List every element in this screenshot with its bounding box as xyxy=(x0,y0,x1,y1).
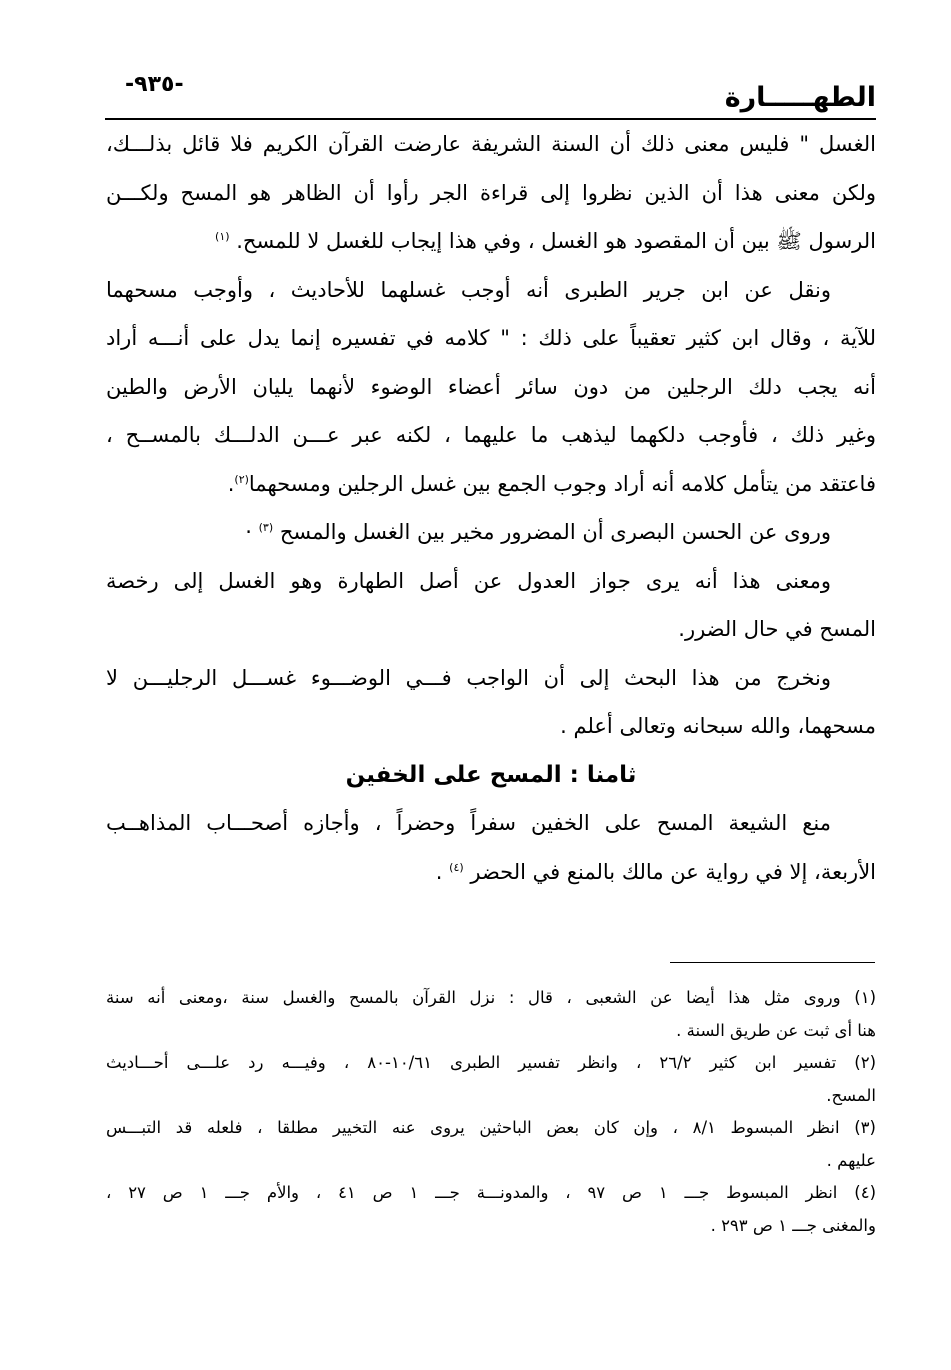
footnote-marker-3: (٣) xyxy=(258,521,274,534)
footnote-line: والمغنى جـــ ١ ص ٢٩٣ . xyxy=(710,1215,876,1235)
text-line-content: الأربعة، إلا في رواية عن مالك بالمنع في الحضر xyxy=(470,859,876,884)
footnote-line: (١) وروى مثل هذا أيضا عن الشعبى ، قال : نزل القرآن بالمسح والغسل سنة ،ومعنى أنه سنة xyxy=(106,988,876,1007)
section-title: الطهـــــارة xyxy=(724,82,876,113)
text-line: المسح في حال الضرر. xyxy=(678,617,876,641)
sentence-end: . xyxy=(227,471,235,496)
page-header xyxy=(105,68,876,118)
footnote-line: المسح. xyxy=(826,1085,876,1105)
footnote-line: عليهم . xyxy=(826,1150,876,1170)
text-line xyxy=(106,217,876,266)
text-line: الغسل " فليس معنى ذلك أن السنة الشريفة عارضت القرآن الكريم فلا قائل بذلـــك، xyxy=(106,132,876,156)
footnote-marker-2: (٢) xyxy=(234,472,249,486)
footnotes xyxy=(106,982,876,1242)
footnote-marker-4: (٤) xyxy=(449,860,464,874)
text-line: ومعنى هذا أنه يرى جواز العدول عن أصل الطهارة وهو الغسل إلى رخصة xyxy=(106,568,831,593)
sentence-end: . xyxy=(435,859,443,884)
text-line: مسحهما، والله سبحانه وتعالى أعلم . xyxy=(560,714,876,738)
sentence-end: · xyxy=(245,520,252,544)
text-line: منع الشيعة المسح على الخفين سفراً وحضراً ، وأجازه أصحـــاب المذاهــب xyxy=(106,811,831,835)
text-line xyxy=(106,460,876,509)
text-line: ونخرج من هذا البحث إلى أن الواجب فـــي الوضـــوء غســـل الرجليـــن لا xyxy=(106,665,831,690)
main-text xyxy=(106,120,876,896)
subsection-heading: ثامنا : المسح على الخفين xyxy=(345,761,637,788)
footnote-line: (٤) انظر المبسوط جـــ ١ ص ٩٧ ، والمدونـــة جـــ ١ ص ٤١ ، والأم جـــ ١ ص ٢٧ ، xyxy=(106,1183,876,1202)
text-line-content: الرسول ﷺ بين أن المقصود هو الغسل ، وفي هذا إيجاب للغسل لا للمسح. xyxy=(236,229,876,253)
footnote-marker-1: (١) xyxy=(215,230,230,243)
text-line: أنه يجب دلك الرجلين من دون سائر أعضاء الوضوء لأنهما يليان الأرض والطين xyxy=(106,374,876,399)
footnote-divider xyxy=(107,962,875,963)
footnote-line: (٣) انظر المبسوط ٨/١ ، وإن كان بعض الباحثين يروى عنه التخيير مطلقا ، فلعله قد التبـــس xyxy=(106,1118,876,1137)
text-line: للآية ، وقال ابن كثير تعقيباً على ذلك : " كلامه في تفسيره إنما يدل على أنـــه أراد xyxy=(106,326,876,350)
footnote-line: (٢) تفسير ابن كثير ٢٦/٢ ، وانظر تفسير الطبرى ١٠/٦١-٨٠ ، وفيـــه رد علـــى أحـــاديث xyxy=(106,1053,876,1072)
text-line: وغير ذلك ، فأوجب دلكهما ليذهب ما عليهما ، لكنه عبر عـــن الدلـــك بالمســح ، xyxy=(106,423,876,447)
footnote-line: هنا أى ثبت عن طريق السنة . xyxy=(676,1020,876,1040)
text-line: ولكن معنى هذا أن الذين نظروا إلى قراءة الجر رأوا أن الظاهر هو المسح ولكـــن xyxy=(106,180,876,205)
text-line: ونقل عن ابن جرير الطبرى أنه أوجب غسلهما للأحاديث ، وأوجب مسحهما xyxy=(106,277,831,302)
text-line xyxy=(106,508,876,557)
page-number: -٩٣٥- xyxy=(125,72,184,97)
text-line xyxy=(106,848,876,897)
text-line-content: وروى عن الحسن البصرى أن المضرور مخير بين الغسل والمسح xyxy=(279,520,831,544)
text-line-content: فاعتقد من يتأمل كلامه أنه أراد وجوب الجمع بين غسل الرجلين ومسحهما xyxy=(248,471,876,496)
